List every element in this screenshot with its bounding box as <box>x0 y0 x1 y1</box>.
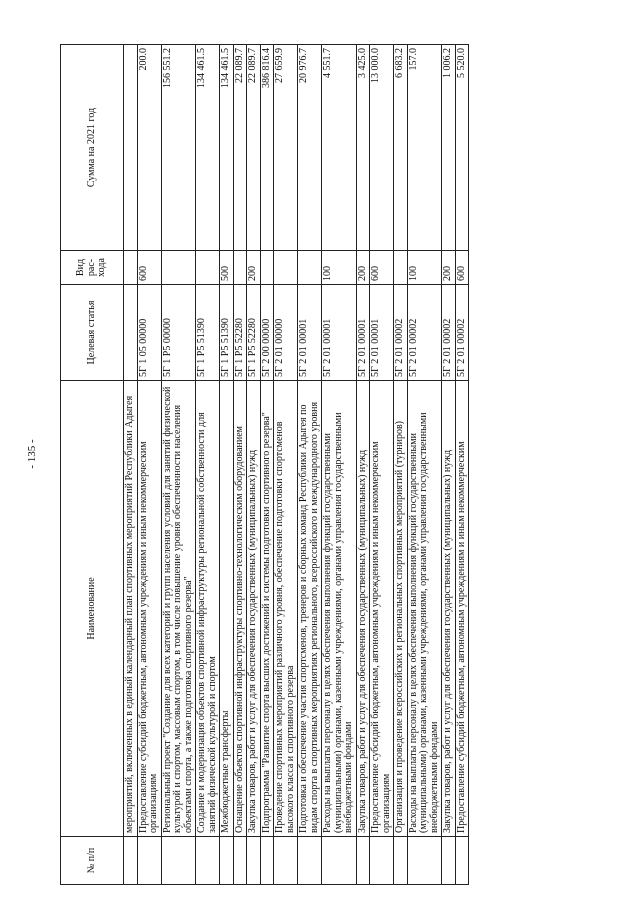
row-code-cell: 5Г 2 01 00002 <box>394 285 408 381</box>
row-type-cell: 200 <box>247 251 261 285</box>
row-type-cell <box>274 251 298 285</box>
row-amount-cell: 134 461.5 <box>220 45 234 251</box>
row-num-cell <box>322 837 357 885</box>
rotated-table <box>60 45 580 885</box>
row-type-cell <box>394 251 408 285</box>
row-name-cell: Оснащение объектов спортивной инфраструктуры спортивно-технологическим оборудованием <box>233 381 247 837</box>
row-name-cell: Создание и модернизация объектов спортивной инфраструктуры региональной собственности для занятий физической культурой и спортом <box>196 381 220 837</box>
header-type: Вид рас- хода <box>61 251 124 285</box>
row-amount-cell: 22 089.7 <box>233 45 247 251</box>
row-num-cell <box>455 837 469 885</box>
row-amount-cell: 6 683.2 <box>394 45 408 251</box>
row-name-cell: Межбюджетные трансферты <box>220 381 234 837</box>
row-num-cell <box>442 837 456 885</box>
row-num-cell <box>356 837 370 885</box>
row-name-cell: Закупка товаров, работ и услуг для обеспечения государственных (муниципальных) нужд <box>247 381 261 837</box>
row-amount-cell: 5 520.0 <box>455 45 469 251</box>
table-row <box>407 45 442 885</box>
row-amount-cell: 1 006.2 <box>442 45 456 251</box>
row-amount-cell <box>124 45 138 251</box>
row-amount-cell: 157.0 <box>407 45 442 251</box>
header-name: Наименование <box>61 381 124 837</box>
table-row <box>247 45 261 885</box>
row-amount-cell: 134 461.5 <box>196 45 220 251</box>
row-num-cell <box>247 837 261 885</box>
row-num-cell <box>196 837 220 885</box>
row-num-cell <box>407 837 442 885</box>
table-row <box>137 45 161 885</box>
row-amount-cell: 22 089.7 <box>247 45 261 251</box>
row-num-cell <box>161 837 196 885</box>
row-amount-cell: 4 551.7 <box>322 45 357 251</box>
row-name-cell: Проведение спортивных мероприятий различного уровня, обеспечение подготовки спортсменов высокого класса и спортивного резерва <box>274 381 298 837</box>
table-row <box>233 45 247 885</box>
row-amount-cell: 386 816.4 <box>260 45 274 251</box>
row-num-cell <box>220 837 234 885</box>
row-name-cell: Расходы на выплаты персоналу в целях обеспечения выполнения функций государственными (муниципальными) органами, казенными учреждениями, органами управления государственными внебюджетными фондами <box>407 381 442 837</box>
table-row <box>370 45 394 885</box>
row-type-cell: 100 <box>322 251 357 285</box>
table-row <box>356 45 370 885</box>
row-code-cell: 5Г 1 P5 52280 <box>233 285 247 381</box>
row-amount-cell: 200.0 <box>137 45 161 251</box>
row-code-cell: 5Г 1 P5 51390 <box>220 285 234 381</box>
row-name-cell: Предоставление субсидий бюджетным, автономным учреждениям и иным некоммерческим организациям <box>370 381 394 837</box>
row-code-cell: 5Г 2 01 00002 <box>455 285 469 381</box>
row-name-cell: Предоставление субсидий бюджетным, автономным учреждениям и иным некоммерческим организациям <box>137 381 161 837</box>
row-code-cell: 5Г 2 00 00000 <box>260 285 274 381</box>
row-code-cell: 5Г 2 01 00002 <box>407 285 442 381</box>
table-row <box>442 45 456 885</box>
table-header-row <box>61 45 124 885</box>
row-num-cell <box>394 837 408 885</box>
row-num-cell <box>274 837 298 885</box>
table-row <box>196 45 220 885</box>
row-name-cell: Организация и проведение всероссийских и региональных спортивных мероприятий (турниров) <box>394 381 408 837</box>
header-amount: Сумма на 2021 год <box>61 45 124 251</box>
row-type-cell <box>298 251 322 285</box>
row-type-cell <box>196 251 220 285</box>
table-row <box>220 45 234 885</box>
row-name-cell: Подготовка и обеспечение участия спортсменов, тренеров и сборных команд Республики Адыгея по видам спорта в спортивных мероприятиях регионального, всероссийского и международного уровня <box>298 381 322 837</box>
row-amount-cell: 20 976.7 <box>298 45 322 251</box>
row-type-cell: 500 <box>220 251 234 285</box>
row-type-cell: 600 <box>455 251 469 285</box>
row-amount-cell: 156 551.2 <box>161 45 196 251</box>
row-type-cell: 600 <box>137 251 161 285</box>
row-type-cell: 100 <box>407 251 442 285</box>
row-name-cell: Закупка товаров, работ и услуг для обеспечения государственных (муниципальных) нужд <box>356 381 370 837</box>
row-amount-cell: 13 000.0 <box>370 45 394 251</box>
row-code-cell: 5Г 2 01 00000 <box>274 285 298 381</box>
table-row <box>260 45 274 885</box>
row-num-cell <box>137 837 161 885</box>
row-code-cell: 5Г 1 P5 52280 <box>247 285 261 381</box>
row-type-cell <box>161 251 196 285</box>
row-name-cell: Закупка товаров, работ и услуг для обеспечения государственных (муниципальных) нужд <box>442 381 456 837</box>
row-name-cell: Расходы на выплаты персоналу в целях обеспечения выполнения функций государственными (муниципальными) органами, казенными учреждениями, органами управления государственными внебюджетными фондами <box>322 381 357 837</box>
budget-table-container <box>60 45 580 885</box>
row-type-cell: 600 <box>370 251 394 285</box>
row-type-cell: 200 <box>356 251 370 285</box>
row-code-cell: 5Г 2 01 00001 <box>322 285 357 381</box>
row-code-cell: 5Г 2 01 00002 <box>442 285 456 381</box>
row-num-cell <box>370 837 394 885</box>
row-code-cell: 5Г 2 01 00001 <box>356 285 370 381</box>
row-num-cell <box>260 837 274 885</box>
budget-table <box>60 44 469 885</box>
row-type-cell <box>233 251 247 285</box>
row-code-cell: 5Г 1 05 00000 <box>137 285 161 381</box>
row-type-cell: 200 <box>442 251 456 285</box>
table-row <box>322 45 357 885</box>
table-row <box>124 45 138 885</box>
row-code-cell: 5Г 1 P5 51390 <box>196 285 220 381</box>
header-num: № п/п <box>61 837 124 885</box>
row-name-cell: Региональный проект "Создание для всех категорий и групп населения условий для занятий физической культурой и спортом, массовым спортом, в том числе повышение уровня обеспеченности населения объектами спорта, а также подготовка спортивного резерва" <box>161 381 196 837</box>
page-number: - 135 - <box>26 439 38 469</box>
row-name-cell: мероприятий, включенных в единый календарный план спортивных мероприятий Республики Адыгея <box>124 381 138 837</box>
table-row <box>298 45 322 885</box>
table-row <box>394 45 408 885</box>
table-row <box>161 45 196 885</box>
row-type-cell <box>260 251 274 285</box>
table-row <box>455 45 469 885</box>
row-code-cell: 5Г 2 01 00001 <box>298 285 322 381</box>
row-type-cell <box>124 251 138 285</box>
header-code: Целевая статья <box>61 285 124 381</box>
row-num-cell <box>233 837 247 885</box>
row-code-cell <box>124 285 138 381</box>
row-amount-cell: 3 425.0 <box>356 45 370 251</box>
row-num-cell <box>124 837 138 885</box>
table-row <box>274 45 298 885</box>
row-num-cell <box>298 837 322 885</box>
row-code-cell: 5Г 2 01 00001 <box>370 285 394 381</box>
row-name-cell: Предоставление субсидий бюджетным, автономным учреждениям и иным некоммерческим <box>455 381 469 837</box>
table-body <box>124 45 469 885</box>
row-name-cell: Подпрограмма "Развитие спорта высших достижений и системы подготовки спортивного резерва" <box>260 381 274 837</box>
row-amount-cell: 27 659.9 <box>274 45 298 251</box>
row-code-cell: 5Г 1 P5 00000 <box>161 285 196 381</box>
